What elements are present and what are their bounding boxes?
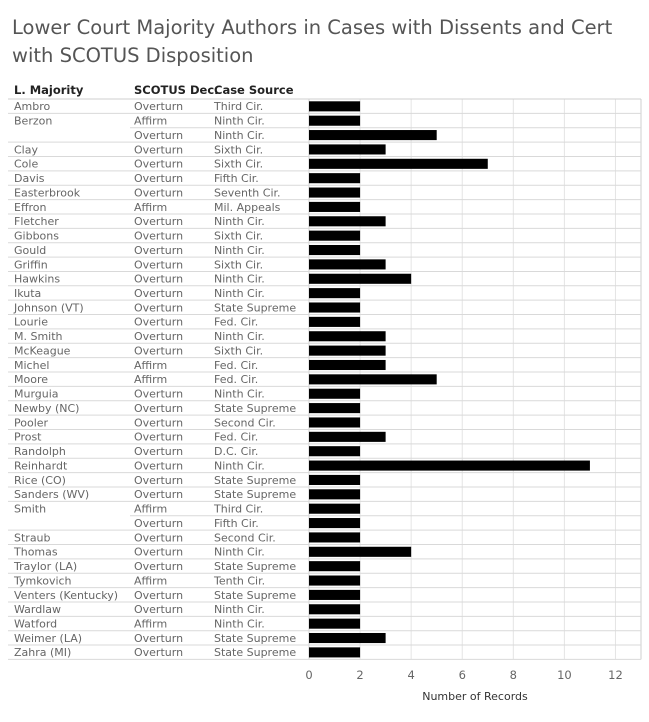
header-scotus-dec[interactable]: SCOTUS Dec. bbox=[134, 83, 219, 97]
decision-label[interactable]: Overturn bbox=[134, 128, 184, 142]
header-case-source[interactable]: Case Source bbox=[214, 83, 294, 97]
decision-label[interactable]: Overturn bbox=[134, 215, 184, 229]
source-label[interactable]: Mil. Appeals bbox=[214, 200, 281, 214]
decision-label[interactable]: Overturn bbox=[134, 272, 184, 286]
author-label[interactable]: Fletcher bbox=[14, 215, 59, 229]
author-label[interactable]: Watford bbox=[14, 617, 58, 631]
bar[interactable] bbox=[309, 346, 386, 356]
bar[interactable] bbox=[309, 216, 386, 226]
decision-label[interactable]: Overturn bbox=[134, 459, 184, 473]
bar[interactable] bbox=[309, 518, 360, 528]
bar[interactable] bbox=[309, 245, 360, 255]
decision-label[interactable]: Overturn bbox=[134, 545, 184, 559]
source-label[interactable]: Tenth Cir. bbox=[214, 574, 266, 588]
source-label[interactable]: Fed. Cir. bbox=[214, 358, 259, 372]
bar[interactable] bbox=[309, 188, 360, 198]
bar[interactable] bbox=[309, 432, 386, 442]
bar[interactable] bbox=[309, 576, 360, 586]
source-label[interactable]: Second Cir. bbox=[214, 531, 276, 545]
bar[interactable] bbox=[309, 547, 411, 557]
source-label[interactable]: Sixth Cir. bbox=[214, 344, 264, 358]
decision-label[interactable]: Overturn bbox=[134, 646, 184, 660]
author-label[interactable]: Pooler bbox=[14, 416, 49, 430]
x-tick-label: 0 bbox=[305, 668, 313, 682]
decision-label[interactable]: Affirm bbox=[134, 373, 168, 387]
decision-label[interactable]: Overturn bbox=[134, 286, 184, 300]
decision-label[interactable]: Overturn bbox=[134, 315, 184, 329]
author-label[interactable]: Hawkins bbox=[14, 272, 61, 286]
bar[interactable] bbox=[309, 231, 360, 241]
bar[interactable] bbox=[309, 317, 360, 327]
decision-label[interactable]: Overturn bbox=[134, 100, 184, 114]
bar[interactable] bbox=[309, 389, 360, 399]
source-label[interactable]: Fed. Cir. bbox=[214, 315, 259, 329]
bar[interactable] bbox=[309, 461, 590, 471]
author-label[interactable]: Griffin bbox=[14, 258, 48, 272]
author-label[interactable]: Prost bbox=[14, 430, 42, 444]
source-label[interactable]: Ninth Cir. bbox=[214, 128, 265, 142]
decision-label[interactable]: Affirm bbox=[134, 200, 168, 214]
author-label[interactable]: Straub bbox=[14, 531, 51, 545]
bar[interactable] bbox=[309, 331, 386, 341]
author-label[interactable]: Randolph bbox=[14, 445, 66, 459]
source-label[interactable]: Ninth Cir. bbox=[214, 330, 265, 344]
source-label[interactable]: Sixth Cir. bbox=[214, 143, 264, 157]
decision-label[interactable]: Overturn bbox=[134, 631, 184, 645]
source-label[interactable]: Sixth Cir. bbox=[214, 229, 264, 243]
bar[interactable] bbox=[309, 116, 360, 126]
bar[interactable] bbox=[309, 130, 437, 140]
source-label[interactable]: State Supreme bbox=[214, 488, 297, 502]
author-label[interactable]: Ikuta bbox=[14, 286, 42, 300]
x-tick-label: 2 bbox=[356, 668, 364, 682]
decision-label[interactable]: Overturn bbox=[134, 416, 184, 430]
x-tick-label: 8 bbox=[509, 668, 517, 682]
source-label[interactable]: State Supreme bbox=[214, 631, 297, 645]
bar[interactable] bbox=[309, 173, 360, 183]
decision-label[interactable]: Overturn bbox=[134, 401, 184, 415]
source-label[interactable]: Ninth Cir. bbox=[214, 286, 265, 300]
bar[interactable] bbox=[309, 504, 360, 514]
bar[interactable] bbox=[309, 159, 488, 169]
bar[interactable] bbox=[309, 101, 360, 111]
author-label[interactable]: Zahra (MI) bbox=[14, 646, 72, 660]
source-label[interactable]: Ninth Cir. bbox=[214, 603, 265, 617]
author-label[interactable]: Berzon bbox=[14, 114, 53, 128]
decision-label[interactable]: Overturn bbox=[134, 445, 184, 459]
author-label[interactable]: Rice (CO) bbox=[14, 473, 66, 487]
source-label[interactable]: Second Cir. bbox=[214, 416, 276, 430]
author-label[interactable]: Davis bbox=[14, 172, 45, 186]
header-l-majority[interactable]: L. Majority bbox=[14, 83, 84, 97]
bar[interactable] bbox=[309, 475, 360, 485]
decision-label[interactable]: Overturn bbox=[134, 229, 184, 243]
source-label[interactable]: Third Cir. bbox=[214, 502, 264, 516]
decision-label[interactable]: Overturn bbox=[134, 186, 184, 200]
author-label[interactable]: Gibbons bbox=[14, 229, 59, 243]
author-label[interactable]: Lourie bbox=[14, 315, 48, 329]
source-label[interactable]: State Supreme bbox=[214, 646, 297, 660]
author-label[interactable]: Ambro bbox=[14, 100, 51, 114]
decision-label[interactable]: Overturn bbox=[134, 172, 184, 186]
decision-label[interactable]: Affirm bbox=[134, 617, 168, 631]
author-label[interactable]: Sanders (WV) bbox=[14, 488, 90, 502]
author-label[interactable]: Wardlaw bbox=[14, 603, 62, 617]
author-label[interactable]: M. Smith bbox=[14, 330, 63, 344]
bar[interactable] bbox=[309, 374, 437, 384]
source-label[interactable]: Seventh Cir. bbox=[214, 186, 281, 200]
source-label[interactable]: State Supreme bbox=[214, 401, 297, 415]
decision-label[interactable]: Overturn bbox=[134, 473, 184, 487]
decision-label[interactable]: Affirm bbox=[134, 574, 168, 588]
bar[interactable] bbox=[309, 202, 360, 212]
bar[interactable] bbox=[309, 532, 360, 542]
author-label[interactable]: Gould bbox=[14, 243, 47, 257]
source-label[interactable]: Ninth Cir. bbox=[214, 545, 265, 559]
source-label[interactable]: Ninth Cir. bbox=[214, 459, 265, 473]
source-label[interactable]: Fed. Cir. bbox=[214, 430, 259, 444]
decision-label[interactable]: Affirm bbox=[134, 502, 168, 516]
source-label[interactable]: Ninth Cir. bbox=[214, 617, 265, 631]
source-label[interactable]: Sixth Cir. bbox=[214, 258, 264, 272]
source-label[interactable]: State Supreme bbox=[214, 560, 297, 574]
author-label[interactable]: Moore bbox=[14, 373, 48, 387]
decision-label[interactable]: Affirm bbox=[134, 358, 168, 372]
bar[interactable] bbox=[309, 619, 360, 629]
decision-label[interactable]: Overturn bbox=[134, 588, 184, 602]
decision-label[interactable]: Overturn bbox=[134, 243, 184, 257]
source-label[interactable]: Ninth Cir. bbox=[214, 215, 265, 229]
decision-label[interactable]: Overturn bbox=[134, 157, 184, 171]
decision-label[interactable]: Overturn bbox=[134, 603, 184, 617]
bar[interactable] bbox=[309, 360, 386, 370]
source-label[interactable]: Ninth Cir. bbox=[214, 272, 265, 286]
decision-label[interactable]: Overturn bbox=[134, 344, 184, 358]
source-label[interactable]: D.C. Cir. bbox=[214, 445, 259, 459]
source-label[interactable]: Fifth Cir. bbox=[214, 516, 259, 530]
bar[interactable] bbox=[309, 633, 386, 643]
bar[interactable] bbox=[309, 144, 386, 154]
source-label[interactable]: Fed. Cir. bbox=[214, 373, 259, 387]
decision-label[interactable]: Overturn bbox=[134, 330, 184, 344]
author-label[interactable]: Michel bbox=[14, 358, 50, 372]
author-label[interactable]: Newby (NC) bbox=[14, 401, 80, 415]
decision-label[interactable]: Overturn bbox=[134, 560, 184, 574]
bar[interactable] bbox=[309, 647, 360, 657]
bar[interactable] bbox=[309, 446, 360, 456]
decision-label[interactable]: Overturn bbox=[134, 488, 184, 502]
source-label[interactable]: Fifth Cir. bbox=[214, 172, 259, 186]
bar[interactable] bbox=[309, 403, 360, 413]
decision-label[interactable]: Overturn bbox=[134, 143, 184, 157]
bar[interactable] bbox=[309, 259, 386, 269]
source-label[interactable]: State Supreme bbox=[214, 473, 297, 487]
decision-label[interactable]: Overturn bbox=[134, 387, 184, 401]
source-label[interactable]: Ninth Cir. bbox=[214, 387, 265, 401]
author-label[interactable]: Reinhardt bbox=[14, 459, 68, 473]
decision-label[interactable]: Overturn bbox=[134, 531, 184, 545]
bar[interactable] bbox=[309, 417, 360, 427]
decision-label[interactable]: Overturn bbox=[134, 258, 184, 272]
x-tick-label: 6 bbox=[458, 668, 466, 682]
decision-label[interactable]: Overturn bbox=[134, 430, 184, 444]
author-label[interactable]: Johnson (VT) bbox=[14, 301, 84, 315]
author-label[interactable]: Murguia bbox=[14, 387, 59, 401]
decision-label[interactable]: Overturn bbox=[134, 301, 184, 315]
source-label[interactable]: Ninth Cir. bbox=[214, 114, 265, 128]
author-label[interactable]: Clay bbox=[14, 143, 38, 157]
source-label[interactable]: Sixth Cir. bbox=[214, 157, 264, 171]
bar[interactable] bbox=[309, 561, 360, 571]
author-label[interactable]: Cole bbox=[14, 157, 39, 171]
source-label[interactable]: Ninth Cir. bbox=[214, 243, 265, 257]
bar[interactable] bbox=[309, 489, 360, 499]
author-label[interactable]: Easterbrook bbox=[14, 186, 81, 200]
author-label[interactable]: McKeague bbox=[14, 344, 71, 358]
decision-label[interactable]: Affirm bbox=[134, 114, 168, 128]
bar[interactable] bbox=[309, 302, 360, 312]
author-label[interactable]: Venters (Kentucky) bbox=[14, 588, 119, 602]
chart-title: Lower Court Majority Authors in Cases with Dissents and Cert with SCOTUS Disposition bbox=[12, 16, 613, 67]
x-tick-label: 12 bbox=[608, 668, 623, 682]
author-label[interactable]: Weimer (LA) bbox=[14, 631, 83, 645]
author-label[interactable]: Tymkovich bbox=[14, 574, 72, 588]
decision-label[interactable]: Overturn bbox=[134, 516, 184, 530]
x-tick-label: 10 bbox=[557, 668, 572, 682]
bar[interactable] bbox=[309, 604, 360, 614]
bar[interactable] bbox=[309, 288, 360, 298]
source-label[interactable]: State Supreme bbox=[214, 301, 297, 315]
x-tick-label: 4 bbox=[407, 668, 415, 682]
author-label[interactable]: Thomas bbox=[14, 545, 58, 559]
bar[interactable] bbox=[309, 274, 411, 284]
bar[interactable] bbox=[309, 590, 360, 600]
author-label[interactable]: Effron bbox=[14, 200, 47, 214]
x-axis-label: Number of Records bbox=[422, 690, 528, 703]
author-label[interactable]: Smith bbox=[14, 502, 47, 516]
source-label[interactable]: State Supreme bbox=[214, 588, 297, 602]
source-label[interactable]: Third Cir. bbox=[214, 100, 264, 114]
author-label[interactable]: Traylor (LA) bbox=[14, 560, 78, 574]
